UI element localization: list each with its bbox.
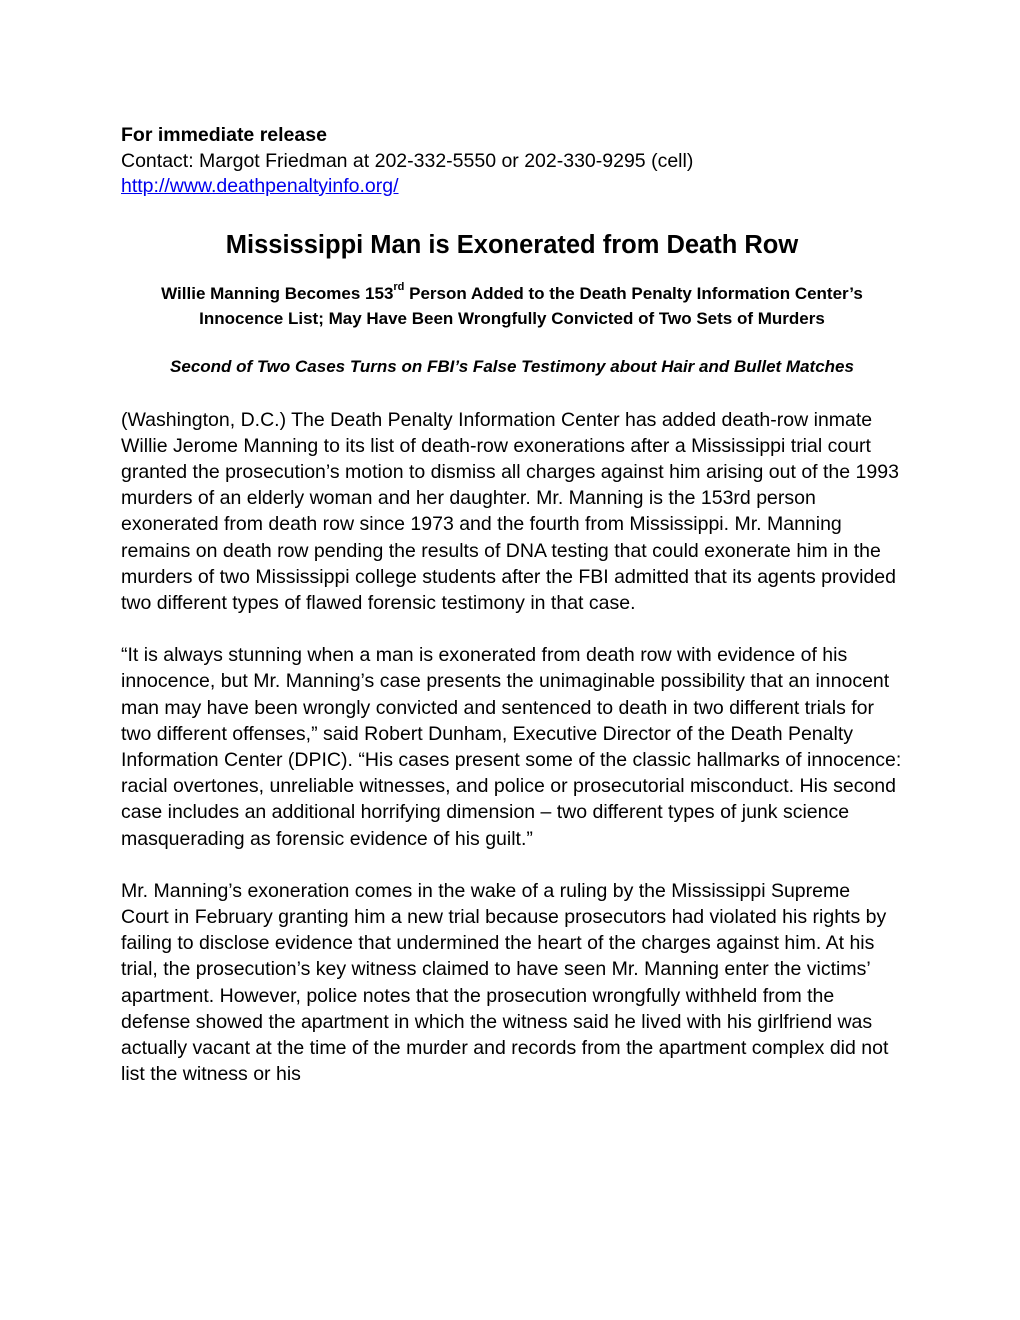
body-paragraph-3: Mr. Manning’s exoneration comes in the wake of a ruling by the Mississippi Supreme Court in February granting him a new trial because prosecutors had violated his rights by failing to disclose evidence that undermined the heart of the charges against him. At his trial, the prosecution’s key witness claimed to have seen Mr. Manning enter the victims’ apartment. However, police notes that the prosecution wrongfully withheld from the defense showed the apartment in which the witness said he lived with his girlfriend was actually vacant at the time of the murder and records from the apartment complex did not list the witness or his xyxy=(121,879,889,1086)
release-heading: For immediate release xyxy=(121,124,327,146)
website-link[interactable]: http://www.deathpenaltyinfo.org/ xyxy=(121,175,399,197)
subtitle-text-before: Willie Manning Becomes 153 xyxy=(161,284,394,303)
body-paragraph-1: (Washington, D.C.) The Death Penalty Information Center has added death-row inmate Willie Jerome Manning to its list of death-row exonerations after a Mississippi trial court granted the prosecution’s motion to dismiss all charges against him arising out of the 1993 murders of an elderly woman and her daughter. Mr. Manning is the 153rd person exonerated from death row since 1973 and the fourth from Mississippi. Mr. Manning remains on death row pending the results of DNA testing that could exonerate him in the murders of two Mississippi college students after the FBI admitted that its agents provided two different types of flawed forensic testimony in that case. xyxy=(121,408,899,614)
secondary-subtitle: Second of Two Cases Turns on FBI’s False Testimony about Hair and Bullet Matches xyxy=(170,357,854,376)
page-title: Mississippi Man is Exonerated from Death Row xyxy=(225,231,799,259)
ordinal-suffix: rd xyxy=(393,281,405,294)
subtitle-text-after: Person Added to the Death Penalty Information Center’s Innocence List; May Have Been Wrongfully Convicted of Two Sets of Murders xyxy=(199,284,863,328)
subtitle xyxy=(121,282,903,331)
press-release-page xyxy=(121,122,903,1087)
contact-line: Contact: Margot Friedman at 202-332-5550 or 202-330-9295 (cell) xyxy=(121,150,694,172)
body-paragraph-2: “It is always stunning when a man is exonerated from death row with evidence of his innocence, but Mr. Manning’s case presents the unimaginable possibility that an innocent man may have been wrongly convicted and sentenced to death in two different trials for two different offenses,” said Robert Dunham, Executive Director of the Death Penalty Information Center (DPIC). “His cases present some of the classic hallmarks of innocence: racial overtones, unreliable witnesses, and police or prosecutorial misconduct. His second case includes an additional horrifying dimension – two different types of junk science masquerading as forensic evidence of his guilt.” xyxy=(121,644,902,850)
